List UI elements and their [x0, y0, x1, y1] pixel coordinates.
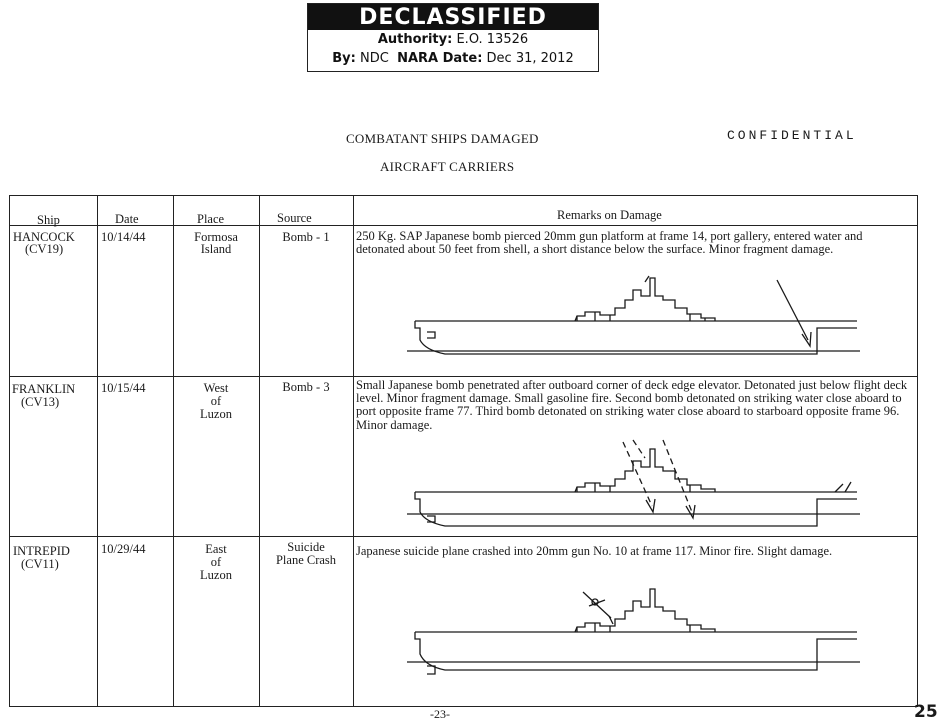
stamp-by-label: By:	[332, 51, 356, 66]
row-place-line3: Luzon	[200, 568, 232, 582]
col-header-ship: Ship	[37, 213, 60, 227]
bomb-arrow-1	[623, 442, 652, 506]
row-hull-number: (CV19)	[25, 242, 64, 256]
bomb-arrowhead-1	[646, 499, 655, 512]
intrepid-damage-diagram	[405, 578, 865, 682]
stamp-by-value: NDC	[359, 51, 389, 66]
row-place-line1: East	[205, 542, 227, 556]
classification-mark: CONFIDENTIAL	[727, 128, 857, 143]
stamp-authority-label: Authority:	[377, 32, 453, 47]
row-place-line2: of	[210, 394, 222, 408]
row-date: 10/15/44	[101, 381, 146, 395]
row-ship-name: INTREPID	[13, 544, 70, 558]
table-header-rule	[9, 225, 918, 226]
table-divider	[353, 195, 354, 707]
col-header-source: Source	[277, 211, 312, 225]
row-ship-name: FRANKLIN	[12, 382, 76, 396]
table-divider	[97, 195, 98, 707]
row-date: 10/14/44	[101, 230, 146, 244]
row-date: 10/29/44	[101, 542, 146, 556]
stamp-authority-value: E.O. 13526	[456, 32, 529, 47]
row-place-line1: Formosa	[194, 230, 238, 244]
sheet-number: 25	[914, 702, 938, 722]
hull-outline	[415, 632, 857, 670]
row-place-line2: Island	[200, 242, 232, 256]
table-divider	[259, 195, 260, 707]
bomb-arrow-1	[777, 280, 808, 340]
page-number: -23-	[430, 707, 450, 721]
row-source: Bomb - 1	[282, 230, 330, 244]
col-header-date: Date	[115, 212, 139, 226]
franklin-damage-diagram	[405, 436, 865, 536]
declassified-stamp	[307, 3, 599, 72]
table-row-rule	[9, 536, 918, 537]
page-title: COMBATANT SHIPS DAMAGED	[346, 131, 539, 146]
row-remarks: Small Japanese bomb penetrated after outboard corner of deck edge elevator. Detonated just below flight deck level. Minor fragment damage. Small gasoline fire. Second bomb detonated on striking water close aboard to port opposite frame 77. Third bomb detonated on striking water close aboard to starboard opposite frame 96. Minor damage.	[356, 378, 908, 432]
stamp-by-line	[308, 49, 598, 68]
hull-outline	[415, 321, 857, 354]
table-divider	[173, 195, 174, 707]
col-header-remarks: Remarks on Damage	[557, 208, 662, 222]
bomb-arrowhead-1	[802, 332, 811, 346]
stamp-nara-label: NARA Date:	[397, 51, 483, 66]
row-ship-name: HANCOCK	[13, 230, 75, 244]
col-header-place: Place	[197, 212, 225, 226]
row-remarks: Japanese suicide plane crashed into 20mm gun No. 10 at frame 117. Minor fire. Slight damage.	[356, 544, 833, 558]
row-source-line1: Suicide	[287, 540, 325, 554]
row-place-line2: of	[210, 555, 222, 569]
bomb-arrow-3	[663, 440, 692, 512]
hancock-damage-diagram	[405, 268, 865, 364]
row-hull-number: (CV13)	[21, 395, 60, 409]
page-subtitle: AIRCRAFT CARRIERS	[380, 159, 515, 174]
row-place-line1: West	[203, 381, 229, 395]
kamikaze-plane-icon	[583, 592, 613, 624]
row-hull-number: (CV11)	[21, 557, 59, 571]
bomb-arrow-2	[633, 440, 645, 458]
row-source-line2: Plane Crash	[275, 553, 337, 567]
row-place-line3: Luzon	[200, 407, 232, 421]
stamp-nara-value: Dec 31, 2012	[486, 51, 574, 66]
row-source: Bomb - 3	[282, 380, 330, 394]
hull-outline	[415, 492, 857, 526]
stamp-authority	[308, 30, 598, 49]
stamp-title: DECLASSIFIED	[308, 4, 598, 30]
row-remarks: 250 Kg. SAP Japanese bomb pierced 20mm gun platform at frame 14, port gallery, entered water and detonated about 50 feet from shell, a short distance below the surface. Minor fragment damage.	[356, 229, 863, 257]
